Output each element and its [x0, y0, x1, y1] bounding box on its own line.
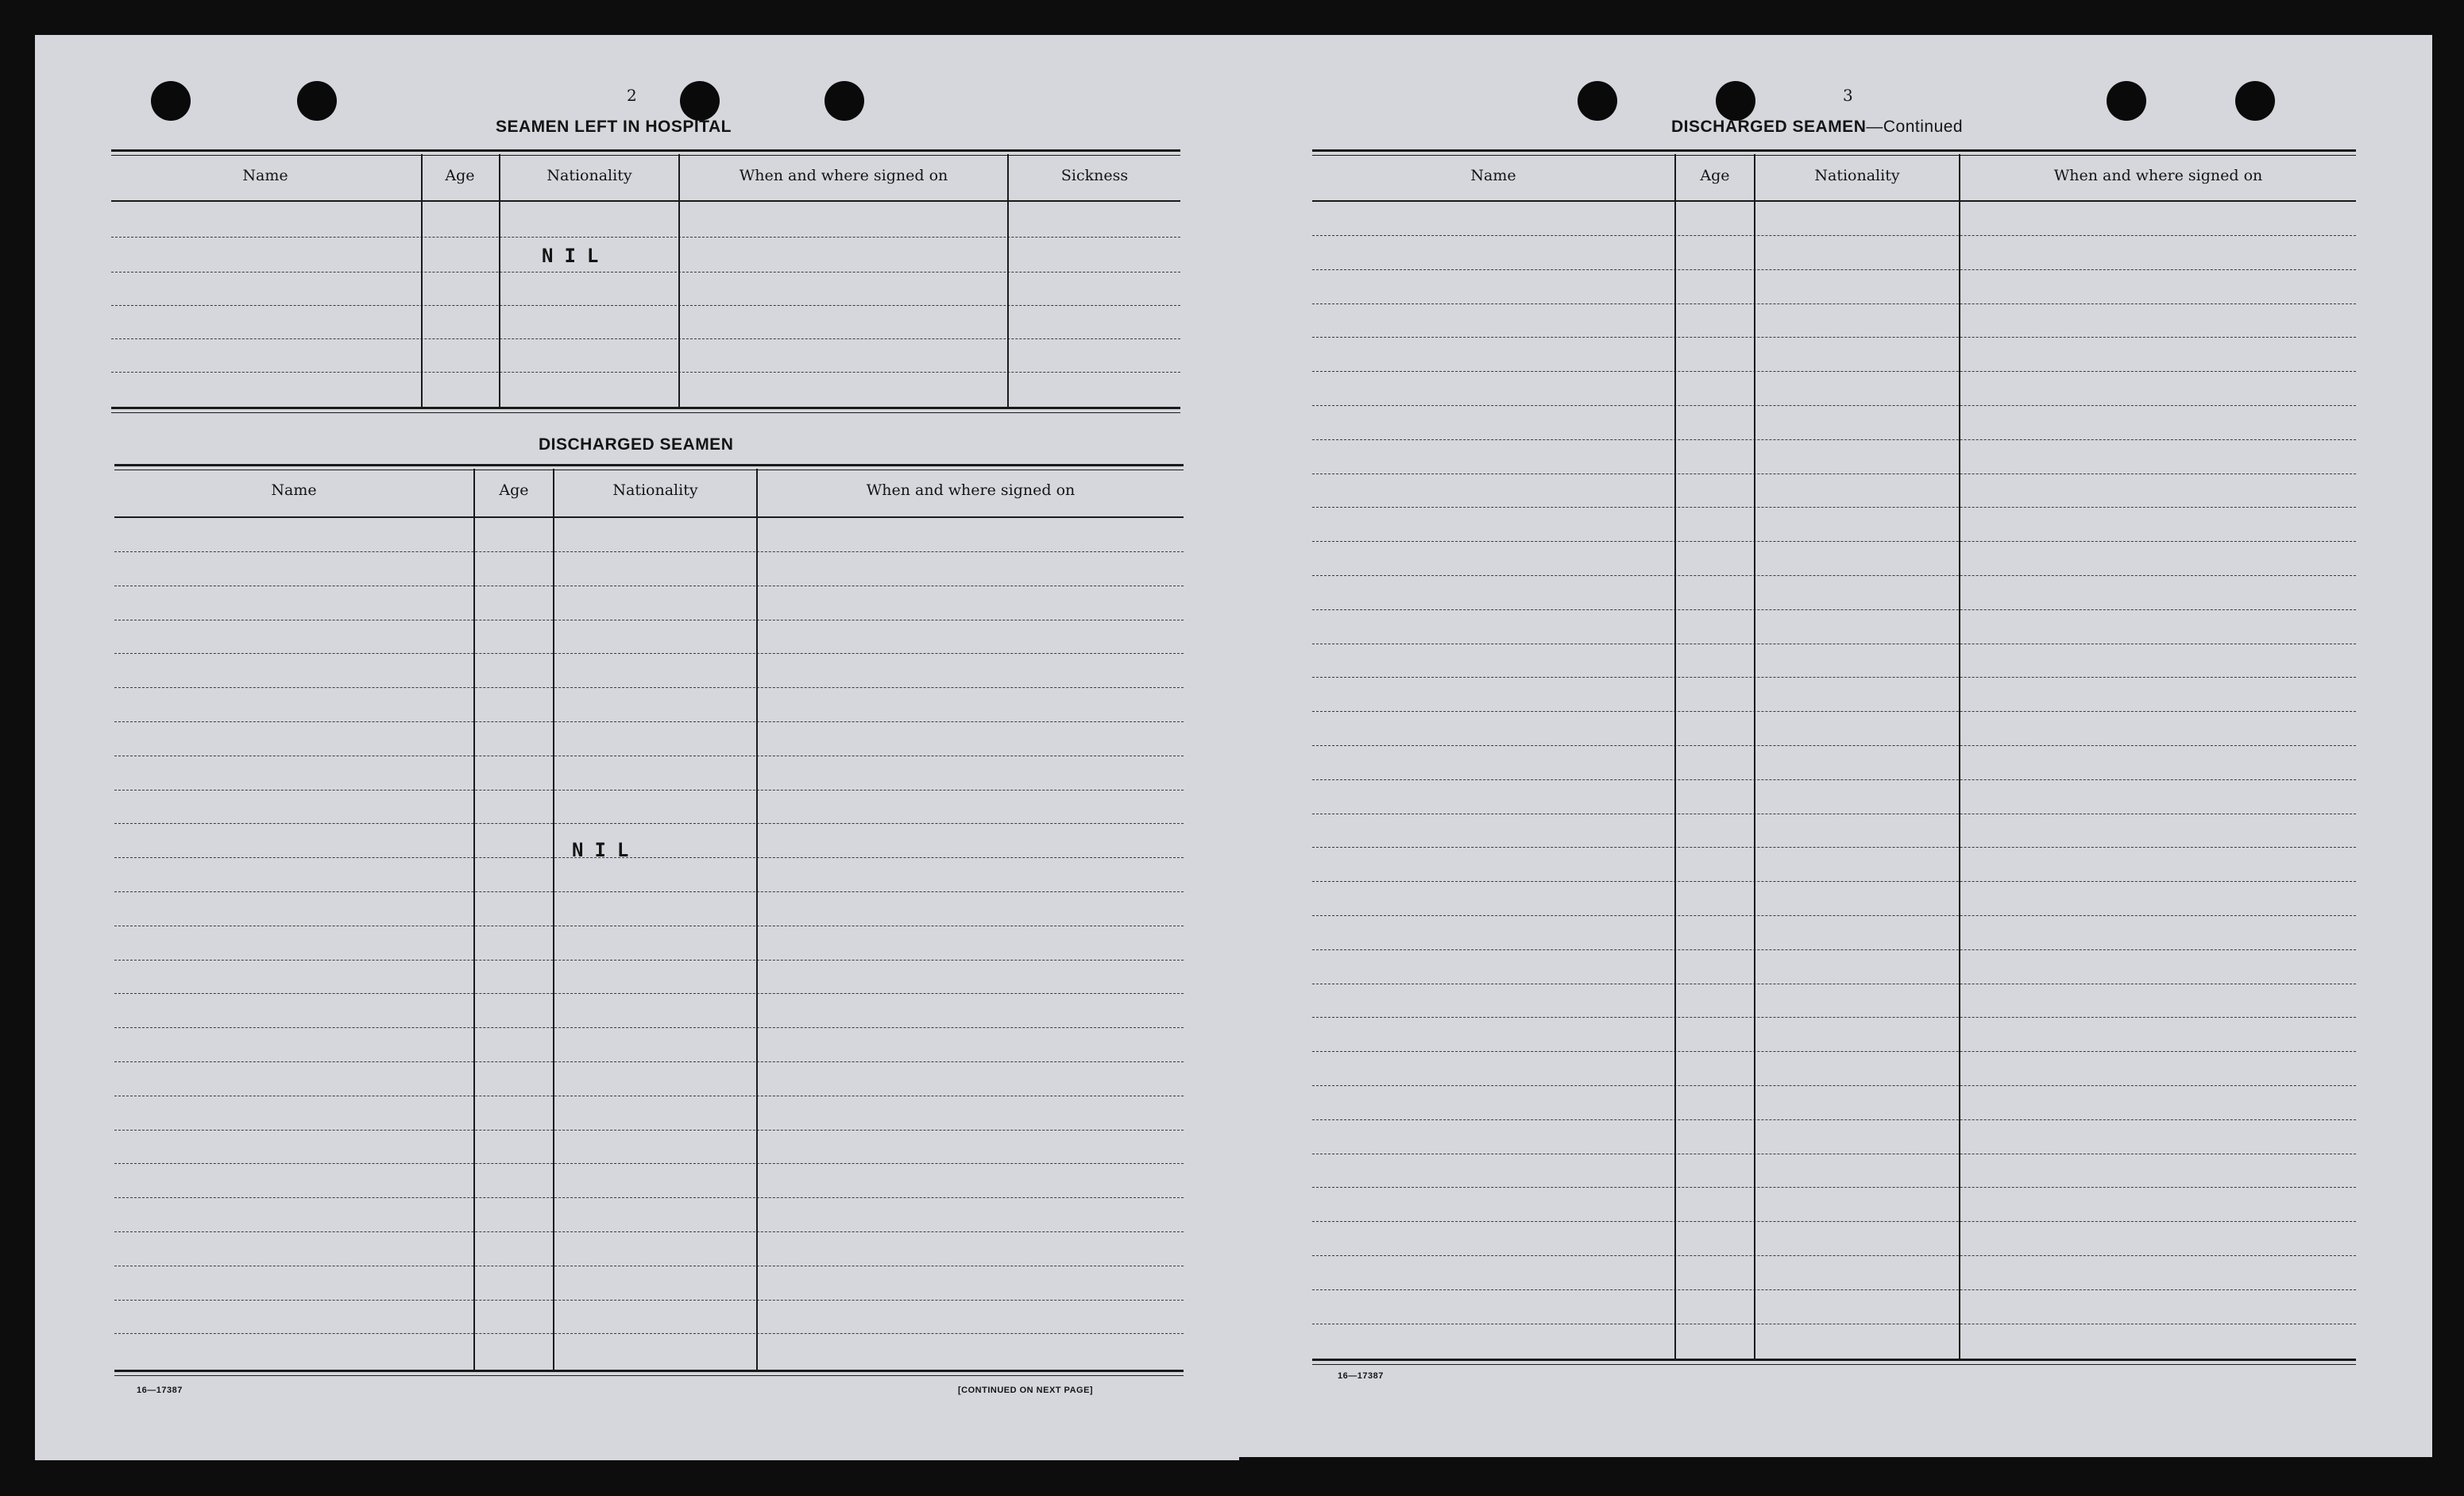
form-number: 16—17387: [137, 1386, 183, 1395]
row-rule: [1312, 745, 2356, 746]
header-rule: [114, 516, 1184, 518]
row-rule: [1312, 677, 2356, 678]
header-rule: [1312, 200, 2356, 202]
page-number: 3: [1843, 86, 1853, 105]
table-rule: [111, 149, 1180, 156]
row-rule: [111, 372, 1180, 373]
row-rule: [1312, 269, 2356, 270]
row-rule: [1312, 1221, 2356, 1222]
row-rule: [114, 1061, 1184, 1062]
row-rule: [114, 1300, 1184, 1301]
row-rule: [1312, 1289, 2356, 1290]
column-rule: [1007, 154, 1009, 408]
col-header-signed-on: When and where signed on: [739, 167, 948, 184]
row-rule: [114, 823, 1184, 824]
left-page: [35, 35, 1239, 1460]
col-header-nationality: Nationality: [1814, 167, 1900, 184]
row-rule: [1312, 1187, 2356, 1188]
column-rule: [1754, 154, 1755, 1360]
title-main: DISCHARGED SEAMEN: [1671, 118, 1867, 136]
hospital-section-title: SEAMEN LEFT IN HOSPITAL: [496, 118, 732, 136]
header-rule: [111, 200, 1180, 202]
row-rule: [1312, 1017, 2356, 1018]
column-rule: [473, 469, 475, 1371]
table-rule: [1312, 149, 2356, 156]
row-rule: [114, 653, 1184, 654]
hospital-nil-entry: NIL: [542, 245, 610, 267]
row-rule: [111, 305, 1180, 306]
row-rule: [1312, 609, 2356, 610]
row-rule: [1312, 949, 2356, 950]
discharged-section-title: DISCHARGED SEAMEN: [539, 435, 734, 454]
row-rule: [114, 1163, 1184, 1164]
punch-hole: [151, 81, 191, 121]
table-rule: [114, 1370, 1184, 1376]
punch-hole: [1578, 81, 1617, 121]
col-header-age: Age: [499, 481, 529, 499]
column-rule: [756, 469, 758, 1371]
row-rule: [114, 857, 1184, 858]
row-rule: [111, 237, 1180, 238]
col-header-nationality: Nationality: [546, 167, 632, 184]
row-rule: [114, 1130, 1184, 1131]
col-header-nationality: Nationality: [612, 481, 698, 499]
discharged-continued-title: [1671, 118, 1963, 137]
col-header-name: Name: [242, 167, 288, 184]
row-rule: [1312, 847, 2356, 848]
punch-hole: [2107, 81, 2146, 121]
table-rule: [111, 407, 1180, 413]
row-rule: [114, 1333, 1184, 1334]
column-rule: [421, 154, 423, 408]
row-rule: [1312, 541, 2356, 542]
punch-hole: [825, 81, 864, 121]
column-rule: [1674, 154, 1676, 1360]
col-header-name: Name: [1470, 167, 1516, 184]
row-rule: [1312, 881, 2356, 882]
row-rule: [1312, 1255, 2356, 1256]
row-rule: [1312, 439, 2356, 440]
row-rule: [1312, 915, 2356, 916]
row-rule: [114, 1027, 1184, 1028]
punch-hole: [297, 81, 337, 121]
discharged-nil-entry: NIL: [572, 839, 640, 861]
row-rule: [1312, 405, 2356, 406]
row-rule: [114, 1197, 1184, 1198]
column-rule: [553, 469, 554, 1371]
col-header-signed-on: When and where signed on: [2053, 167, 2263, 184]
row-rule: [1312, 779, 2356, 780]
punch-hole: [2235, 81, 2275, 121]
row-rule: [114, 960, 1184, 961]
column-rule: [678, 154, 680, 408]
row-rule: [114, 993, 1184, 994]
right-page: [1230, 35, 2432, 1457]
row-rule: [114, 687, 1184, 688]
row-rule: [1312, 711, 2356, 712]
col-header-age: Age: [445, 167, 475, 184]
row-rule: [114, 891, 1184, 892]
column-rule: [499, 154, 500, 408]
row-rule: [114, 1231, 1184, 1232]
row-rule: [114, 721, 1184, 722]
col-header-age: Age: [1700, 167, 1730, 184]
column-rule: [1959, 154, 1960, 1360]
row-rule: [1312, 337, 2356, 338]
row-rule: [1312, 1085, 2356, 1086]
page-number: 2: [627, 86, 637, 105]
table-rule: [1312, 1359, 2356, 1365]
col-header-name: Name: [271, 481, 317, 499]
title-suffix: —Continued: [1866, 118, 1964, 136]
row-rule: [1312, 507, 2356, 508]
row-rule: [1312, 235, 2356, 236]
row-rule: [114, 790, 1184, 791]
row-rule: [111, 272, 1180, 273]
table-rule: [114, 464, 1184, 470]
row-rule: [1312, 371, 2356, 372]
row-rule: [111, 338, 1180, 339]
col-header-sickness: Sickness: [1060, 167, 1129, 184]
row-rule: [114, 551, 1184, 552]
row-rule: [1312, 1119, 2356, 1120]
continued-note: [CONTINUED ON NEXT PAGE]: [958, 1386, 1094, 1395]
row-rule: [1312, 303, 2356, 304]
col-header-signed-on: When and where signed on: [866, 481, 1076, 499]
form-number: 16—17387: [1338, 1371, 1384, 1381]
row-rule: [1312, 1051, 2356, 1052]
punch-hole: [1716, 81, 1755, 121]
punch-hole: [680, 81, 720, 121]
row-rule: [1312, 575, 2356, 576]
